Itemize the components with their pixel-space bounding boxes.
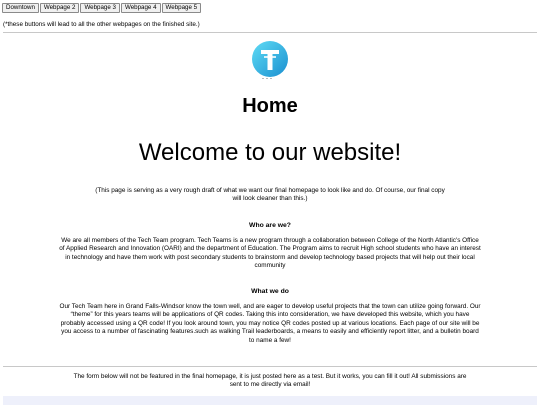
nav-note: (*these buttons will lead to all the other webpages on the finished site.) bbox=[3, 21, 200, 28]
intro-text: (This page is serving as a very rough draft of what we want our final homepage to look like and do. Of course, our final copy will look cleaner than this.) bbox=[95, 187, 445, 203]
form-area[interactable] bbox=[3, 396, 537, 405]
tech-team-logo bbox=[251, 40, 289, 78]
nav-button-webpage-3[interactable]: Webpage 3 bbox=[80, 3, 120, 13]
welcome-heading: Welcome to our website! bbox=[138, 139, 402, 166]
section-title-who: Who are we? bbox=[249, 222, 291, 229]
nav-button-downtown[interactable]: Downtown bbox=[2, 3, 39, 13]
form-note: The form below will not be featured in the final homepage, it is just posted here as a test. But it works, you can fill it out! All submissions are sent to me directly via email! bbox=[73, 373, 467, 389]
top-nav bbox=[2, 3, 201, 13]
divider-top bbox=[3, 32, 537, 33]
nav-button-webpage-5[interactable]: Webpage 5 bbox=[162, 3, 202, 13]
divider-bottom bbox=[3, 366, 537, 367]
nav-button-webpage-4[interactable]: Webpage 4 bbox=[121, 3, 161, 13]
page-title: Home bbox=[242, 95, 298, 117]
nav-button-webpage-2[interactable]: Webpage 2 bbox=[40, 3, 80, 13]
section-body-who: We are all members of the Tech Team program. Tech Teams is a new program through a collaboration between College of the North Atlantic's Office of Applied Research and Innovation (OARI) and the department of Education. The Program aims to recruit High school students who have an interest in technology and have them work with post secondary students to brainstorm and develop technology based projects that will help out their local community bbox=[59, 237, 481, 270]
logo-caption bbox=[262, 78, 278, 80]
section-title-what: What we do bbox=[251, 288, 289, 295]
section-body-what: Our Tech Team here in Grand Falls-Windsor know the town well, and are eager to develop useful projects that the town can utilize going forward. Our “theme” for this years teams will be applications of QR codes. Taking this into consideration, we have developed this website, which you have probably accessed using a QR code! If you look around town, you may notice QR codes posted up at various locations. Each page of our site will be you access to a number of fascinating features.such as walking Trail leaderboards, a means to easily and efficiently report litter, and a bulletin board to name a few! bbox=[59, 303, 481, 344]
